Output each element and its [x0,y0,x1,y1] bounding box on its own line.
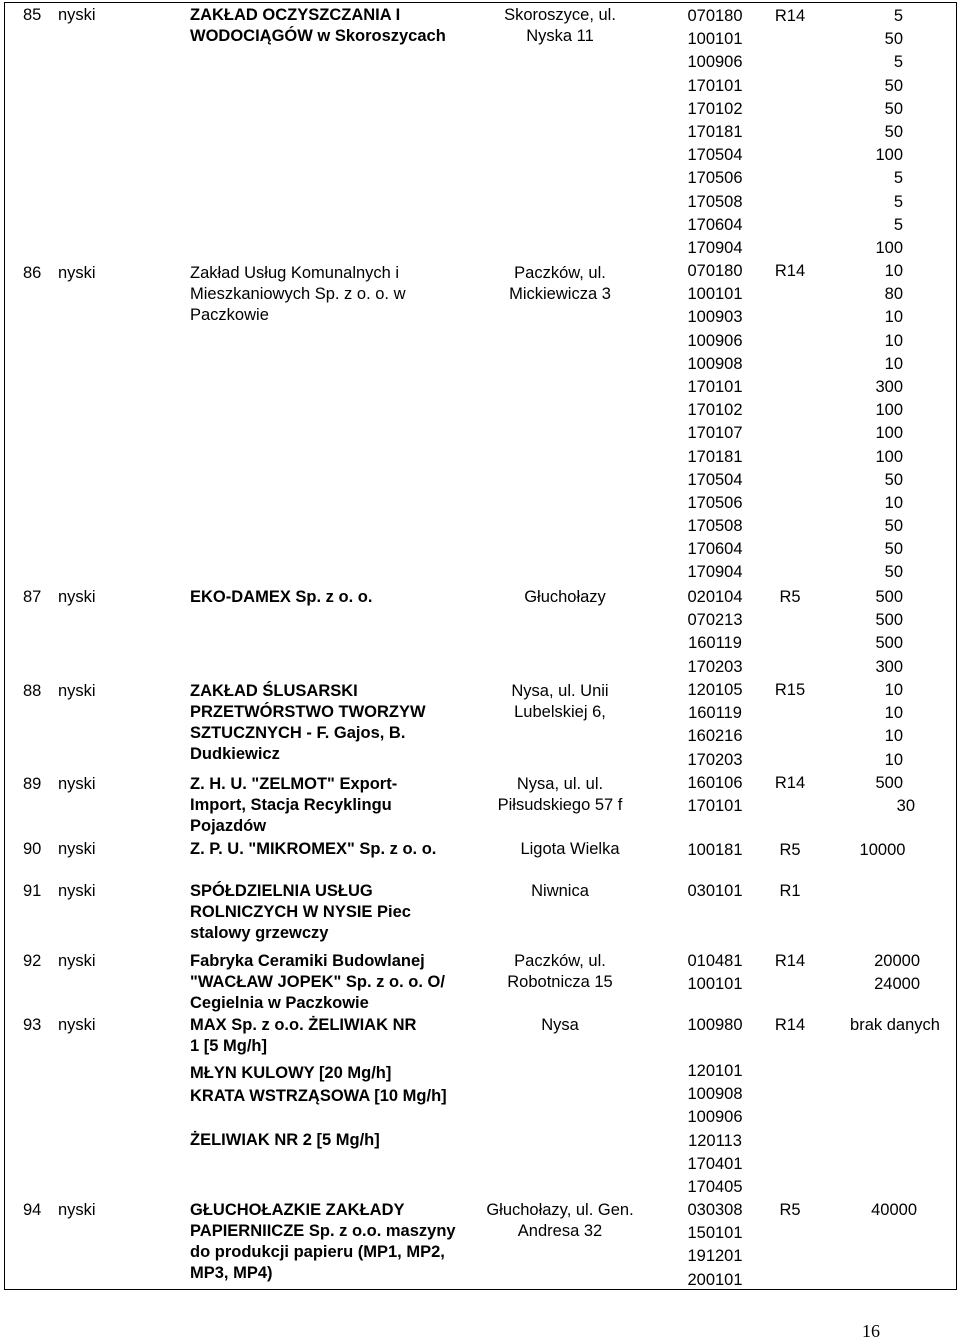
quantity: 24000 [874,975,920,994]
waste-codes [635,880,755,903]
facility-name: MAX Sp. z o.o. ŻELIWIAK NR 1 [5 Mg/h] [190,1016,417,1055]
facility-address: Głuchołazy, ul. Gen. Andresa 32 [486,1201,634,1240]
waste-code: 120101 [687,1062,743,1080]
quantity: 10 [884,493,903,512]
waste-codes [635,1199,755,1292]
waste-code: 170904 [687,238,743,257]
quantity: 100 [875,238,903,257]
quantity: 80 [884,285,903,304]
quantity: 500 [875,588,903,606]
waste-code: 100101 [687,285,743,304]
quantity: 5 [893,169,903,188]
process-type: R5 [779,1201,801,1219]
quantity: 100 [875,401,903,420]
waste-codes [635,260,755,585]
waste-code: 170181 [687,447,743,466]
waste-code: 170203 [687,750,743,769]
facility-name: Z. H. U. "ZELMOT" Export-Import, Stacja Recyklingu Pojazdów [190,775,398,835]
waste-code: 170506 [687,169,743,188]
waste-code: 170604 [687,215,743,234]
quantity: 50 [884,99,903,118]
quantity: 40000 [871,1201,917,1219]
waste-code: 150101 [687,1224,743,1243]
waste-code: 170101 [687,797,743,816]
quantity: 500 [875,634,903,653]
quantity: 50 [884,470,903,489]
county: nyski [58,1201,96,1219]
waste-code: 010481 [687,952,743,970]
quantities [825,260,903,585]
quantity: brak danych [850,1016,940,1034]
county: nyski [58,882,96,900]
waste-code: 170504 [687,146,743,165]
facility-address: Głuchołazy [524,588,606,606]
waste-code: 170508 [687,192,743,211]
sub-item: KRATA WSTRZĄSOWA [10 Mg/h] [190,1087,447,1105]
quantity: 5 [893,215,903,234]
waste-code: 200101 [687,1270,743,1289]
sub-item: ŻELIWIAK NR 2 [5 Mg/h] [190,1131,380,1149]
waste-code: 100906 [687,53,743,72]
quantity: 100 [875,424,903,443]
waste-code: 100181 [687,841,743,859]
waste-code: 070180 [687,262,743,280]
entry-number: 86 [23,264,42,282]
facility-name: Fabryka Ceramiki Budowlanej "WACŁAW JOPEK" Sp. z o. o. O/ Cegielnia w Paczkowie [190,952,445,1012]
quantity: 300 [875,377,903,396]
quantity: 10000 [859,841,906,859]
entry-number: 92 [23,952,42,970]
quantity: 10 [884,704,903,723]
quantities [825,5,903,260]
waste-code: 170102 [687,401,743,420]
waste-code: 030308 [687,1201,743,1219]
entry-number: 93 [23,1016,42,1034]
facility-address: Nysa, ul. ul. Piłsudskiego 57 f [497,775,623,814]
quantity: 10 [884,681,903,699]
county: nyski [58,588,96,606]
waste-code: 100101 [687,30,743,49]
entry-number: 89 [23,775,42,793]
quantity: 10 [884,750,903,769]
quantity: 300 [875,657,903,676]
waste-code: 170203 [687,657,743,676]
facility-address: Niwnica [531,882,589,900]
quantities [825,586,903,679]
waste-code: 170107 [687,424,743,443]
entry-number: 87 [23,588,42,606]
quantities [825,772,915,818]
waste-codes [635,679,755,772]
waste-code: 070180 [687,7,743,25]
entry-number: 85 [23,6,42,24]
waste-code: 191201 [687,1247,743,1266]
waste-codes [635,5,755,260]
county: nyski [58,6,96,24]
facility-address: Paczków, ul. Robotnicza 15 [507,952,613,991]
waste-code: 100906 [687,1108,743,1127]
waste-codes [635,586,755,679]
waste-code: 160216 [687,727,743,746]
quantity: 50 [884,517,903,536]
quantity: 50 [884,122,903,141]
waste-code: 100903 [687,308,743,327]
waste-code: 120105 [687,681,743,699]
quantity: 50 [884,540,903,559]
waste-codes [635,772,755,818]
entry-number: 88 [23,682,42,700]
waste-codes [635,839,755,862]
quantity: 10 [884,727,903,746]
facility-address: Skoroszyce, ul. Nyska 11 [504,6,616,45]
waste-codes [635,950,755,996]
facility-address: Nysa, ul. Unii Lubelskiej 6, [511,682,609,721]
quantity: 20000 [874,952,920,970]
quantity: 5 [893,7,903,25]
county: nyski [58,682,96,700]
entry-number: 90 [23,840,42,858]
waste-code: 120113 [688,1131,742,1150]
waste-code: 020104 [687,588,743,606]
quantity: 10 [884,308,903,327]
facility-name: Zakład Usług Komunalnych i Mieszkaniowych Sp. z o. o. w Paczkowie [190,264,406,324]
waste-code: 070213 [687,611,743,630]
waste-code: 170405 [687,1177,743,1196]
sub-item: MŁYN KULOWY [20 Mg/h] [190,1064,392,1082]
waste-code: 100101 [687,975,743,994]
process-type: R5 [779,588,801,606]
waste-code: 100980 [687,1016,743,1034]
quantity: 10 [884,354,903,373]
waste-code: 170508 [687,517,743,536]
process-type: R15 [774,681,806,699]
quantities [825,679,903,772]
entry-number: 94 [23,1201,42,1219]
process-type: R14 [774,262,806,280]
facility-name: GŁUCHOŁAZKIE ZAKŁADY PAPIERNIICZE Sp. z o.o. maszyny do produkcji papieru (MP1, MP2, MP3, MP4) [190,1201,456,1282]
quantity: 100 [875,146,903,165]
county: nyski [58,775,96,793]
waste-codes [635,1014,755,1037]
facility-name: ZAKŁAD OCZYSZCZANIA I WODOCIĄGÓW w Skoroszycach [190,6,446,45]
quantity: 5 [893,53,903,72]
quantities [825,950,920,996]
facility-address: Nysa [541,1016,579,1034]
process-type: R1 [779,882,801,900]
entry-number: 91 [23,882,42,900]
waste-code: 160106 [687,774,743,792]
process-type: R14 [774,7,806,25]
county: nyski [58,952,96,970]
facility-name: ZAKŁAD ŚLUSARSKI PRZETWÓRSTWO TWORZYW SZTUCZNYCH - F. Gajos, B. Dudkiewicz [190,682,426,763]
quantity: 500 [875,774,903,792]
county: nyski [58,840,96,858]
page-number: 16 [862,1321,880,1341]
waste-code: 170504 [687,470,743,489]
waste-code: 100906 [687,331,743,350]
waste-code: 100908 [687,354,743,373]
quantity: 30 [896,797,915,816]
quantity: 50 [884,30,903,49]
waste-code: 170604 [687,540,743,559]
process-type: R14 [774,952,806,970]
quantity: 5 [893,192,903,211]
facility-name: Z. P. U. "MIKROMEX" Sp. z o. o. [190,840,437,858]
process-type: R14 [774,774,806,792]
waste-code: 100908 [687,1085,743,1104]
waste-code: 160119 [688,704,742,723]
quantity: 500 [875,611,903,630]
waste-code: 170101 [687,377,743,396]
county: nyski [58,264,96,282]
waste-code: 160119 [688,634,742,653]
facility-name: SPÓŁDZIELNIA USŁUG ROLNICZYCH W NYSIE Piec stalowy grzewczy [190,882,411,942]
waste-code: 170101 [687,76,743,95]
waste-codes [635,1060,755,1199]
quantity: 100 [875,447,903,466]
quantity: 50 [884,563,903,582]
facility-address: Ligota Wielka [520,840,620,858]
quantity: 50 [884,76,903,95]
waste-code: 170401 [687,1154,743,1173]
waste-code: 170904 [687,563,743,582]
quantity: 10 [884,262,903,280]
waste-code: 170506 [687,493,743,512]
waste-code: 030101 [687,882,743,900]
waste-code: 170181 [687,122,743,141]
process-type: R14 [774,1016,806,1034]
county: nyski [58,1016,96,1034]
facility-name: EKO-DAMEX Sp. z o. o. [190,588,373,606]
waste-code: 170102 [687,99,743,118]
quantity: 10 [884,331,903,350]
facility-address: Paczków, ul. Mickiewicza 3 [509,264,611,303]
document-table [4,2,957,1290]
process-type: R5 [779,841,801,859]
